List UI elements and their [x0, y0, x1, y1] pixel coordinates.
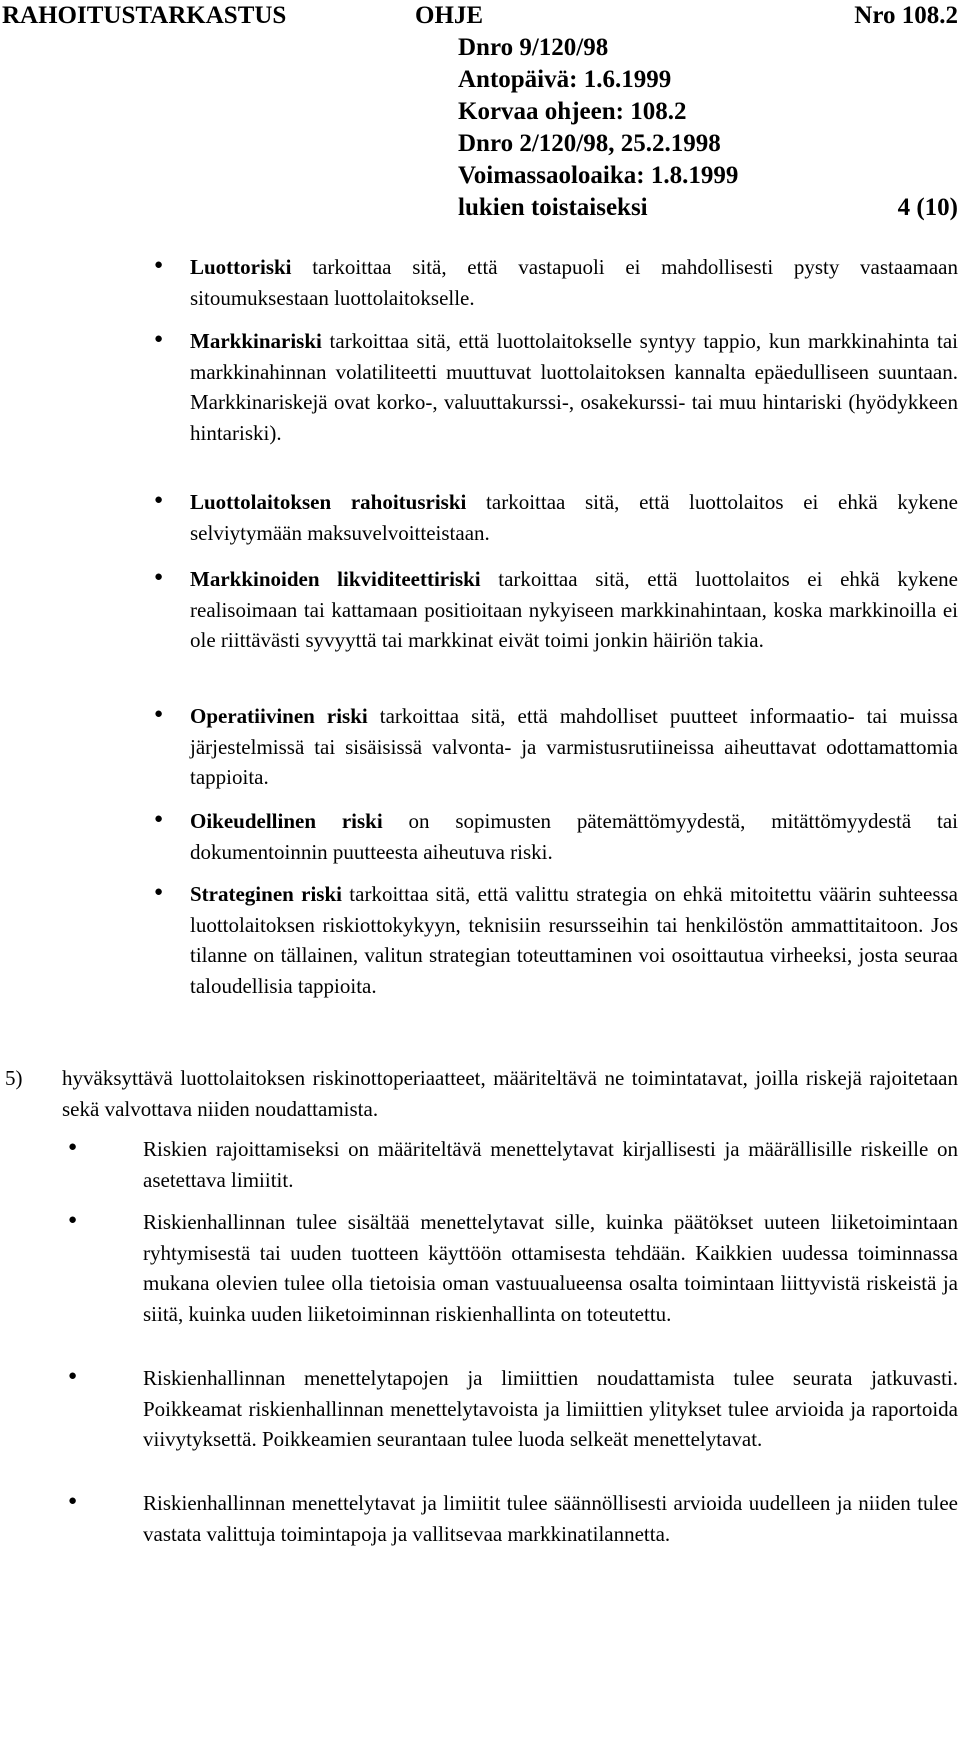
- page-number: 4 (10): [897, 194, 958, 221]
- list-item: [190, 806, 958, 867]
- list-item: Riskienhallinnan tulee sisältää menettelytavat sille, kuinka päätökset uuteen liiketoimintaan ryhtymisestä tai uuden tuotteen käyttöön ottamisesta tehdään. Kaikkien uudessa toiminnassa mukana olevien tulee olla tietoisia oman vastuualueensa osalta toimintaan liittyvistä riskeistä ja siitä, kuinka uuden liiketoiminnan riskienhallinta on toteutettu.: [143, 1210, 958, 1326]
- definition: tarkoittaa sitä, että mahdolliset puutteet informaatio- tai muissa järjestelmissä tai sisäisissä valvonta- ja varmistusrutiineissa aiheuttavat odottamattomia tappioita.: [190, 704, 958, 789]
- organization-name: RAHOITUSTARKASTUS: [2, 2, 287, 29]
- definition: tarkoittaa sitä, että luottolaitos ei ehkä kykene realisoimaan tai kattamaan positioitaan nykyiseen markkinahintaan, koska markkinoilla ei ole riittävästi syvyyttä tai markkinat eivät toimi jonkin häiriön takia.: [190, 567, 958, 652]
- document-type: OHJE: [415, 2, 484, 29]
- bullet-icon: ●: [68, 1368, 78, 1384]
- header-meta-line: Antopäivä: 1.6.1999: [458, 66, 672, 93]
- bullet-icon: ●: [154, 331, 164, 347]
- bullet-icon: ●: [154, 811, 164, 827]
- term: Markkinoiden likviditeettiriski: [190, 567, 481, 591]
- term: Strateginen riski: [190, 882, 342, 906]
- bullet-icon: ●: [154, 884, 164, 900]
- term: Luottoriski: [190, 255, 292, 279]
- definition: on sopimusten pätemättömyydestä, mitättömyydestä tai dokumentoinnin puutteesta aiheutuva riski.: [190, 809, 958, 864]
- item-number: 5): [5, 1066, 23, 1090]
- definition: tarkoittaa sitä, että luottolaitokselle syntyy tappio, kun markkinahinta tai markkinahinnan volatiliteetti muuttuvat luottolaitoksen kannalta epäedulliseen suuntaan. Markkinariskejä ovat korko-, valuuttakurssi-, osakekurssi- tai muu hintariski (hyödykkeen hintariski).: [190, 329, 958, 445]
- list-item: [190, 326, 958, 448]
- bullet-icon: ●: [68, 1493, 78, 1509]
- list-item: [190, 487, 958, 548]
- bullet-icon: ●: [154, 257, 164, 273]
- definition: tarkoittaa sitä, että valittu strategia on ehkä mitoitettu väärin suhteessa luottolaitoksen riskiottokykyyn, teknisiin resursseihin tai henkilöstön ammattitaitoon. Jos tilanne on tällainen, valitun strategian toteuttaminen voi osoittautua virheeksi, josta seuraa taloudellisia tappioita.: [190, 882, 958, 998]
- bullet-icon: ●: [154, 706, 164, 722]
- term: Luottolaitoksen rahoitusriski: [190, 490, 467, 514]
- header-meta-line: Voimassaoloaika: 1.8.1999: [458, 162, 739, 189]
- list-item: [190, 564, 958, 656]
- bullet-icon: ●: [154, 569, 164, 585]
- term: Oikeudellinen riski: [190, 809, 383, 833]
- header-meta-line: lukien toistaiseksi: [458, 194, 648, 221]
- header-meta: [458, 32, 738, 224]
- list-item: Riskienhallinnan menettelytapojen ja limiittien noudattamista tulee seurata jatkuvasti. Poikkeamat riskienhallinnan menettelytavoista ja limiittien ylitykset tulee arvioida ja raportoida viivytyksettä. Poikkeamien seurantaan tulee luoda selkeät menettelytavat.: [143, 1366, 958, 1451]
- header-meta-line: Korvaa ohjeen: 108.2: [458, 98, 687, 125]
- bullet-icon: ●: [154, 492, 164, 508]
- bullet-icon: ●: [68, 1139, 78, 1155]
- list-item: [190, 879, 958, 1001]
- numbered-item-text: hyväksyttävä luottolaitoksen riskinottoperiaatteet, määriteltävä ne toimintatavat, joilla riskejä rajoitetaan sekä valvottava niiden noudattamista.: [62, 1066, 958, 1121]
- list-item: [190, 701, 958, 793]
- bullet-icon: ●: [68, 1212, 78, 1228]
- header-meta-line: Dnro 2/120/98, 25.2.1998: [458, 130, 721, 157]
- list-item: Riskien rajoittamiseksi on määriteltävä menettelytavat kirjallisesti ja määrällisille riskeille on asetettava limiitit.: [143, 1137, 958, 1192]
- list-item: Riskienhallinnan menettelytavat ja limiitit tulee säännöllisesti arvioida uudelleen ja niiden tulee vastata valittuja toimintapoja ja vallitsevaa markkinatilannetta.: [143, 1491, 958, 1546]
- header-meta-line: Dnro 9/120/98: [458, 34, 609, 61]
- definition: tarkoittaa sitä, että luottolaitos ei ehkä kykene selviytymään maksuvelvoitteistaan.: [190, 490, 958, 545]
- term: Markkinariski: [190, 329, 322, 353]
- definition: tarkoittaa sitä, että vastapuoli ei mahdollisesti pysty vastaamaan sitoumuksestaan luottolaitokselle.: [190, 255, 958, 310]
- list-item: [190, 252, 958, 313]
- term: Operatiivinen riski: [190, 704, 368, 728]
- document-number: Nro 108.2: [854, 2, 958, 29]
